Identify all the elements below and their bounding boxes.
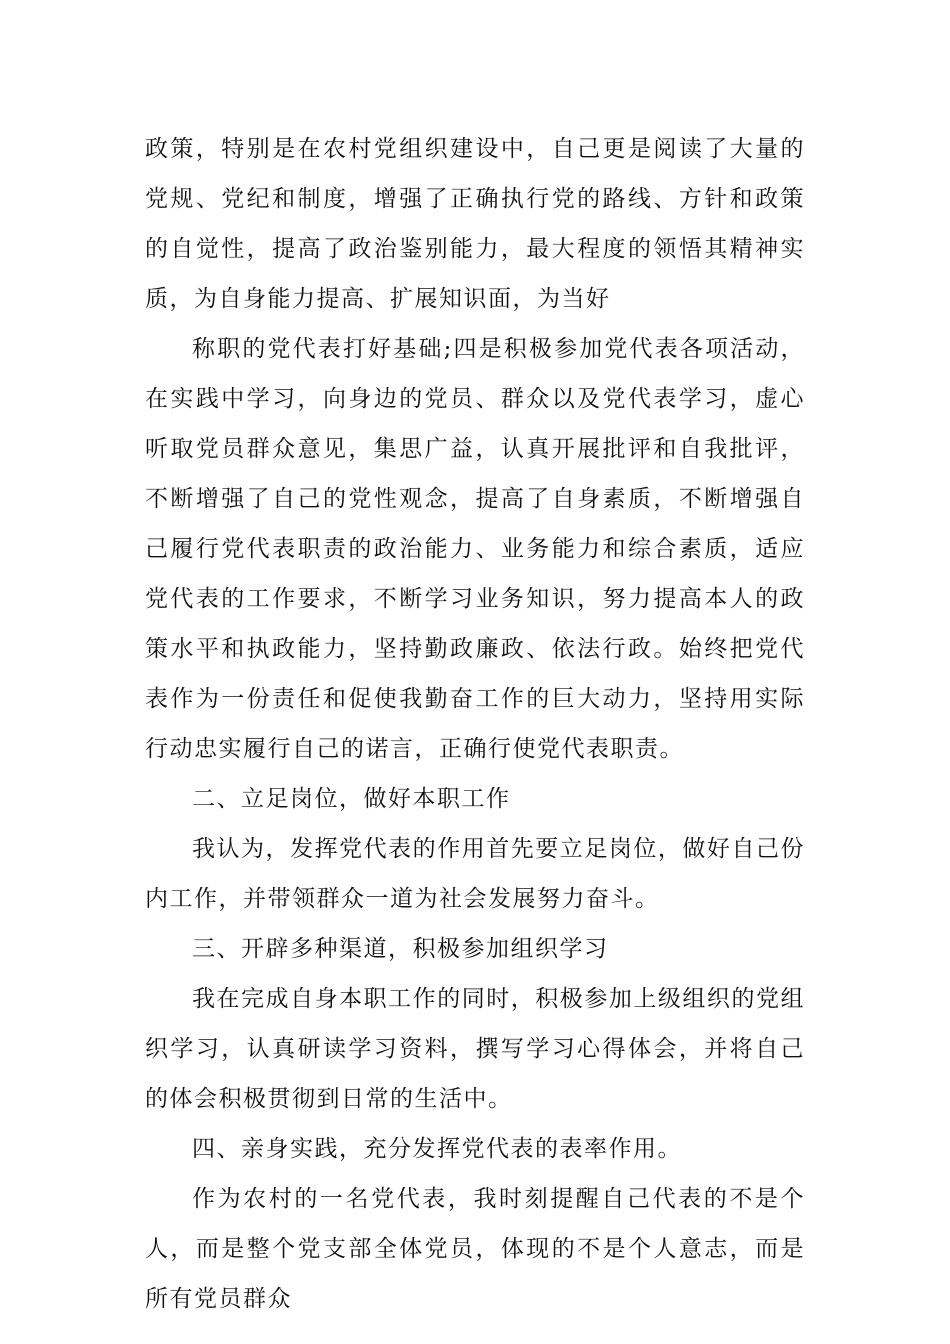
paragraph-qualified-delegate: 称职的党代表打好基础;四是积极参加党代表各项活动，在实践中学习，向身边的党员、群众以及党代表学习，虚心听取党员群众意见，集思广益，认真开展批评和自我批评，不断增强了自己的党性观念，提高了自身素质，不断增强自己履行党代表职责的政治能力、业务能力和综合素质，适应党代表的工作要求，不断学习业务知识，努力提高本人的政策水平和执政能力，坚持勤政廉政、依法行政。始终把党代表作为一份责任和促使我勤奋工作的巨大动力，坚持用实际行动忠实履行自己的诺言，正确行使党代表职责。 [145, 336, 805, 762]
paragraph-study: 我在完成自身本职工作的同时，积极参加上级组织的党组织学习，认真研读学习资料，撰写学习心得体会，并将自己的体会积极贯彻到日常的生活中。 [145, 986, 805, 1112]
paragraph-practice: 作为农村的一名党代表，我时刻提醒自己代表的不是个人，而是整个党支部全体党员，体现的不是个人意志，而是所有党员群众 [145, 1186, 805, 1312]
section-heading-2: 二、立足岗位，做好本职工作 [192, 786, 511, 812]
section-heading-4: 四、亲身实践，充分发挥党代表的表率作用。 [192, 1136, 682, 1162]
document-body [145, 124, 805, 1324]
section-heading-3: 三、开辟多种渠道，积极参加组织学习 [192, 936, 609, 962]
paragraph-post-duty: 我认为，发挥党代表的作用首先要立足岗位，做好自己份内工作，并带领群众一道为社会发展努力奋斗。 [145, 836, 805, 912]
paragraph-continuation: 政策，特别是在农村党组织建设中，自己更是阅读了大量的党规、党纪和制度，增强了正确执行党的路线、方针和政策的自觉性，提高了政治鉴别能力，最大程度的领悟其精神实质，为自身能力提高、扩展知识面，为当好 [145, 136, 805, 312]
